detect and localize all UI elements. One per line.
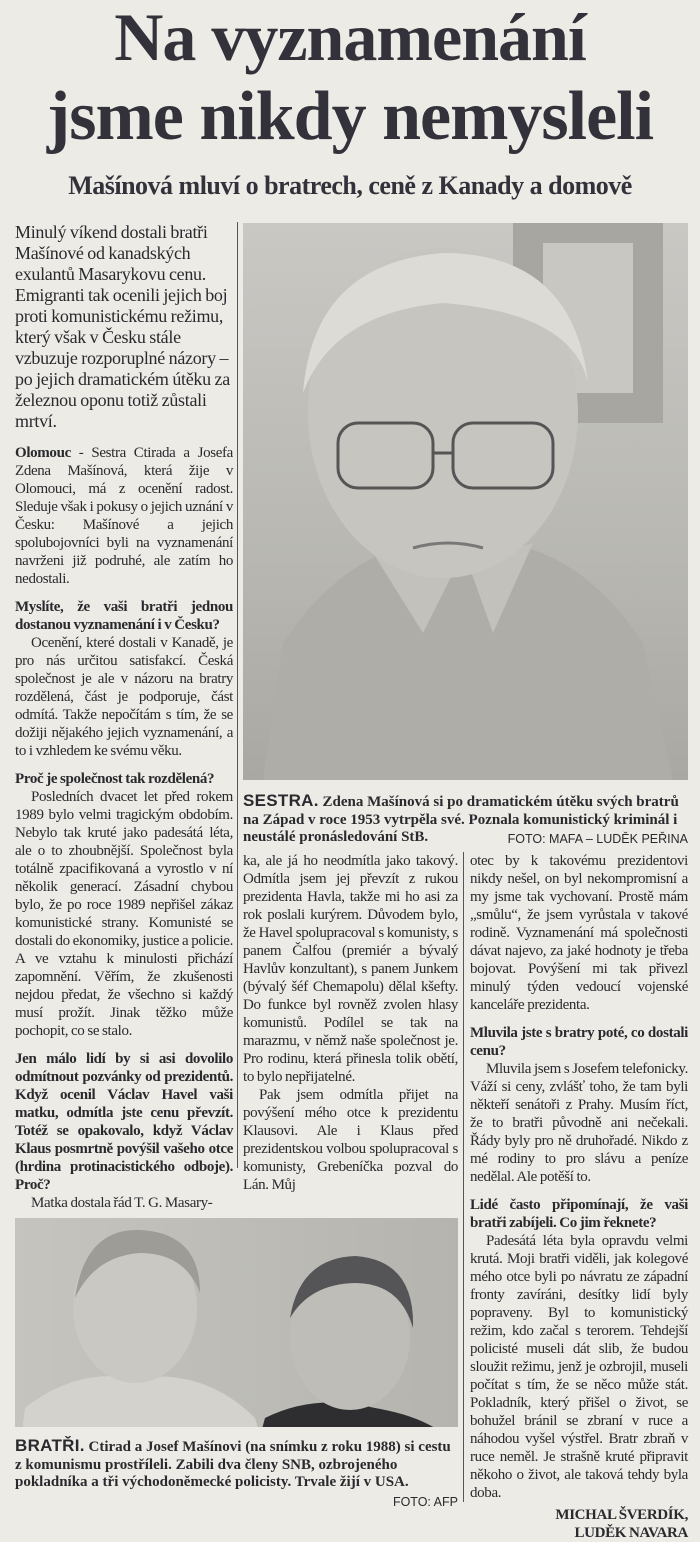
lead-paragraph: Minulý víkend dostali bratři Mašínové od kanadských exulantů Masarykovu cenu. Emigranti tak ocenili jejich boj proti komunistickému režimu, který však v Česku stále vzbuzuje rozporuplné názory – po jejich dramatickém útěku za železnou oponu totiž zůstali mrtví. — [15, 222, 230, 431]
question-2: Proč je společnost tak rozdělená? — [15, 771, 215, 787]
byline-author-2: LUDĚK NAVARA — [574, 1525, 688, 1541]
answer-1: Ocenění, které dostali v Kanadě, je pro nás určitou satisfakcí. Česká společnost je ale v názoru na bratry rozdělená, část je podporuje, část odmítá. Takže nepočítám s tím, že se dožiji nějakého jejich vyznamenání, a to i vzhledem ke svému věku. — [15, 635, 233, 759]
brothers-illustration — [15, 1218, 458, 1427]
photo-sister — [243, 223, 688, 780]
brother-1-shirt — [15, 1376, 275, 1427]
shirt — [263, 543, 673, 780]
caption-text-brothers: Ctirad a Josef Mašínovi (na snímku z roku 1988) si cestu z komunismu prostříleli. Zabili dva členy SNB, ozbrojeného pokladníka a tři východoněmecké policisty. Trvale žijí v USA. — [15, 1439, 451, 1490]
answer-3-start: Matka dostala řád T. G. Masary- — [31, 1195, 213, 1211]
column-2 — [243, 852, 458, 1194]
column-divider-2 — [463, 852, 464, 1502]
answer-4: Mluvila jsem s Josefem telefonicky. Váží si ceny, zvlášť toho, že tam byli někteří senátoři z Prahy. Musím říct, že to bratři původně ani nečekali. Řády byly pro ně druhořadé. Nikdo z mé rodiny to pro slávu a peníze nedělal. Ale potěší to. — [470, 1061, 688, 1185]
headline-line-2: jsme nikdy nemysleli — [46, 78, 654, 155]
caption-key-brothers: BRATŘI. — [15, 1436, 85, 1455]
question-1: Myslíte, že vaši bratři jednou dostanou vyznamenání i v Česku? — [15, 599, 233, 633]
answer-3-continued: ka, ale já ho neodmítla jako takový. Odmítla jsem jej převzít z rukou prezidenta Havla, takže mi ho asi za rok poslali kurýrem. Důvodem bylo, že Havel spolupracoval s komunisty, s panem Čalfou (premiér a bývalý Havlův konzultant), s panem Junkem (bývalý šéf Chemapolu) dělal kšefty. Do funkce byl rovněž zvolen hlasy komunistů. Podílel se tak na marazmu, v němž naše společnost je. Pro rodinu, která přinesla tolik obětí, to bylo nepřijatelné. — [243, 853, 458, 1085]
answer-3-part-2: Pak jsem odmítla přijet na povýšení mého otce k prezidentu Klausovi. Ale i Klaus před prezidentskou volbou spolupracoval s komunisty, Grebeníčka pozval do Lán. Můj — [243, 1087, 458, 1193]
portrait-illustration — [243, 223, 688, 780]
intro-text: - Sestra Ctirada a Josefa Zdena Mašínová, která žije v Olomouci, má z ocenění radost. Sleduje však i pokusy o jejich uznání v Česku: Mašínové a jejich spolubojovníci byli na vyznamenání navrženi již podruhé, ale zatím ho nedostali. — [15, 445, 233, 587]
question-3: Jen málo lidí by si asi dovolilo odmítnout pozvánky od prezidentů. Když ocenil Václav Havel vaši matku, odmítla jste cenu převzít. Totéž se opakovalo, když Václav Klaus posmrtně povýšil vašeho otce (hrdina protinacistického odboje). Proč? — [15, 1051, 233, 1193]
byline-author-1: MICHAL ŠVERDÍK, — [555, 1507, 688, 1523]
headline-line-1: Na vyznamenání — [114, 0, 586, 75]
photo-credit-sister: FOTO: MAFA – LUDĚK PEŘINA — [507, 832, 688, 846]
caption-text-sister: Zdena Mašínová si po dramatickém útěku svých bratrů na Západ v roce 1953 vytrpěla své. Poznala komunistický kriminál i neustálé pronásledování StB. — [243, 794, 679, 845]
photo-brothers — [15, 1218, 458, 1427]
question-4: Mluvila jste s bratry poté, co dostali cenu? — [470, 1025, 688, 1059]
caption-key-sister: SESTRA. — [243, 791, 319, 810]
question-5: Lidé často připomínají, že vaši bratři zabíjeli. Co jim řeknete? — [470, 1197, 688, 1231]
byline — [470, 1506, 688, 1542]
dateline: Olomouc — [15, 445, 71, 461]
column-1 — [15, 222, 233, 1212]
photo-credit-brothers: FOTO: AFP — [392, 1494, 458, 1509]
subheadline: Mašínová mluví o bratrech, ceně z Kanady a domově — [68, 171, 632, 200]
answer-3-end: otec by k takovému prezidentovi nikdy nešel, on byl nekompromisní a my jsme tak vychovaní. Prostě mám „smůlu“, že jsem vyrůstala v takové rodině. Vyznamenání má společnosti dávat najevo, za jaké hodnoty je třeba bojovat. Povýšení mi tak přivezl minulý týden vedoucí vojenské kanceláře prezidenta. — [470, 853, 688, 1013]
answer-5: Padesátá léta byla opravdu velmi krutá. Moji bratři viděli, jak kolegové mého otce byli po návratu ze západní fronty zavíráni, desítky lidí byly popraveny. Byl to komunistický režim, kdo začal s terorem. Tehdejší policisté museli dát slib, že budou sloužit režimu, jenž je ozbrojil, museli počítat s tím, že se něco může stát. Pokladník, který přišel o život, se bohužel bránil se zbraní v ruce a náhodou vyšel výstřel. Bratr zbraň v ruce neměl. Je strašně kruté připravit někoho o život, ale taková tehdy byla doba. — [470, 1233, 688, 1501]
answer-2: Posledních dvacet let před rokem 1989 bylo velmi tragickým obdobím. Nebylo tak kruté jako padesátá léta, ale o to zhoubnější. Společnost byla totálně zpacifikovaná a vyrostlo v ní několik generací. Zásadní chybou bylo, že po roce 1989 nepřišel zákaz komunistické strany. Komunisté se dostali do ekonomiky, justice a policie. A ve vztahu k minulosti přichází zapomnění. Věřím, že zkušenosti nejdou předat, že všechno si každý musí prožít. Jinak těžko může pochopit, co se stalo. — [15, 789, 233, 1039]
column-3 — [470, 852, 688, 1542]
intro-paragraph — [15, 444, 233, 588]
caption-sister — [243, 792, 688, 849]
caption-brothers — [15, 1437, 458, 1511]
column-divider — [237, 222, 238, 1168]
